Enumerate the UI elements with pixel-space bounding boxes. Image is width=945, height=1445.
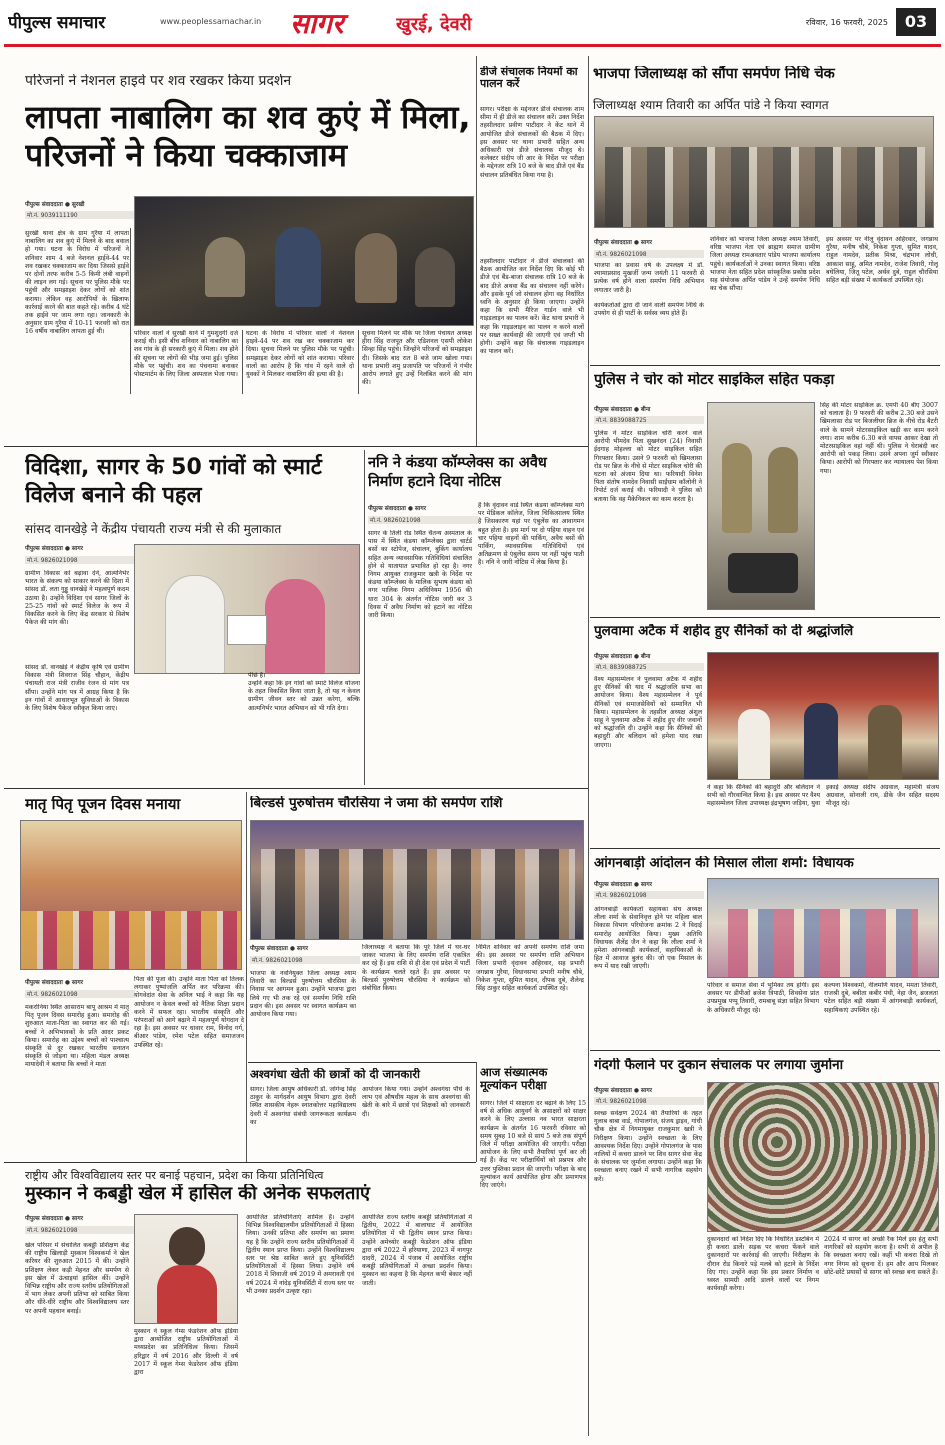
- pulwama-mobile: मो.नं. 8839088725: [594, 663, 704, 671]
- matru-body-col2: पिता की पूजा की। उन्होंने माता पिता को तिलक लगाकर पुष्पांजलि अर्पित कर परिक्रमा की। योगवेदांत सेवा के अनिल भाई ने कहा कि यह आयोजन न केवल बच्चों को नैतिक शिक्षा प्रदान करने में सफल रहा। भारतीय संस्कृति और परंपराओं को आगे बढ़ाने में महत्वपूर्ण योगदान दे रहा है। इस अवसर पर धावार राम, विनोद गर्ग, बीआर पांडेय, रमेश पटेल सहित समाजजन उपस्थित रहे।: [134, 976, 244, 1049]
- anganwadi-body-col2: परिवार व समाज सेवा में भूमिका तय होगी। इस अवसर पर डीपीओ ब्रजेश त्रिपाठी, शिवसेना प्रांत उपप्रमुख पप्पू तिवारी, रामबाबू संज्ञा सहित विभाग के अधिकारी मौजूद रहे।: [707, 982, 819, 1014]
- exam-body: सागर। जिले में साक्षरता दर बढ़ाने के लिए 15 वर्ष से अधिक आयुवर्ग के असाक्षरों को साक्षर करने के लिए उल्लास नव भारत साक्षरता कार्यक्रम के अंतर्गत 16 फरवरी रविवार को समय सुबह 10 बजे से सायं 5 बजे तक संपूर्ण जिले में परीक्षा आयोजित की जाएगी। परीक्षा आयोजन के लिए सभी तैयारियां पूर्ण कर ली गई हैं। केंद्र पर परीक्षार्थियों को प्रश्नपत्र और उत्तर पुस्तिका प्रदान की जाएगी। परीक्षा के बाद मूल्यांकन कार्य आयोजित होगा और प्रमाणपत्र दिए जाएंगे।: [480, 1100, 586, 1190]
- matru-mobile: मो.नं. 9826021098: [25, 990, 135, 998]
- agri-body-col1: सागर। जिला आयुष अधिकारी डॉ. जोगेन्द्र सिंह ठाकुर के मार्गदर्शन आयुष विभाग द्वारा देवरी स्थित शासकीय नेहरू स्नातकोत्तर महाविद्यालय देवरी में अश्वगंधा संबंधी जागरूकता कार्यक्रम का: [250, 1086, 356, 1126]
- kabaddi-kicker: राष्ट्रीय और विश्वविद्यालय स्तर पर बनाई पहचान, प्रदेश का किया प्रतिनिधित्व: [25, 1169, 324, 1182]
- builder-photo-group: [250, 820, 584, 940]
- pulwama-headline: पुलवामा अटैक में शहीद हुए सैनिकों को दी श्रद्धांजलि: [594, 624, 854, 639]
- story1-mobile: मो.नं. 9039111190: [25, 211, 135, 219]
- builder-body-col1: भाजपा के नवनियुक्त जिला अध्यक्ष श्याम तिवारी का बिल्डर्स पुरुषोत्तम चौरसिया के निवास पर आगमन हुआ। उन्होंने भाजपा द्वारा लिये गए भी तक रहे एवं समर्पण निधि राशि प्रदान की। इस अवसर पर स्वागत कार्यक्रम का आयोजन किया गया।: [250, 970, 356, 1019]
- bjp-headline: भाजपा जिलाध्यक्ष को सौंपा समर्पण निधि चेक: [593, 66, 835, 82]
- vidisha-body-col3: उन्होंने कहा कि इन गांवों को स्मार्ट विलेज योजना के तहत विकसित किया जाता है, तो यह न केवल ग्रामीण जीवन स्तर को उन्नत करेगा, बल्कि आत्मनिर्भर भारत अभियान को भी गति देगा।: [248, 680, 360, 712]
- police-mobile: मो.नं. 8839088725: [594, 416, 704, 424]
- masthead-rule: [4, 44, 941, 47]
- kandiya-byline: पीपुल्स संवाददाता ● सागर: [368, 506, 426, 512]
- kabaddi-body-col2: आयोजित प्रतियोगिताएं शामिल हैं। उन्होंने विभिन्न विश्वविद्यालयीन प्रतियोगिताओं में हिस्सा लिया। उनकी प्रतिभा और समर्पण का प्रमाण यह है कि उन्होंने राज्य स्तरीय प्रतियोगिताओं में द्वितीय स्थान प्राप्त किया। उन्होंने विश्वविद्यालय स्तर पर श्रेष्ठ साबित करते हुए यूनिवर्सिटी प्रतियोगिताओं में हिस्सा लिया। उन्होंने वर्ष 2018 में शिवाजी वर्ष 2019 में अमरावती एवं वर्ष 2024 में नांदेड़ यूनिवर्सिटी में राज्य स्तर पर भी उनका प्रदर्शन उत्कृष्ट रहा।: [246, 1214, 354, 1295]
- pulwama-body-col1: वैश्य महासम्मेलन ने पुलवामा अटैक में शहीद हुए सैनिकों की याद में श्रद्धांजलि सभा का आयोजन किया। वैश्य महासम्मेलन ने पूर्व सैनिकों एवं समाजसेवियों को सम्मानित भी किया। महासम्मेलन के तहसील अध्यक्ष अंशुल साहू ने पुलवामा अटैक में शहीद हुए वीर जवानों को श्रद्धांजलि दी। उन्होंने कहा कि सैनिकों की बहादुरी और बलिदान को हमेशा याद रखा जाएगा।: [594, 676, 702, 749]
- story1-kicker: परिजनों ने नेशनल हाइवे पर शव रखकर किया प्रदर्शन: [25, 74, 292, 89]
- masthead-subcities: खुरई, देवरी: [396, 14, 472, 35]
- anganwadi-mobile: मो.नं. 9826021098: [594, 891, 704, 899]
- bjp-body-col2: कार्यकर्ताओं द्वारा दी जाने वाली समर्पण निधि के उपयोग से ही पार्टी के सर्वस्व व्यय होते हैं।: [594, 302, 704, 318]
- fine-body-col3: 2024 में सागर को अच्छी रैंक मिले इस हेतु सभी नागरिकों को सहयोग करना है। सभी से अपील है कि स्वच्छता बनाए रखें। कहीं भी कचरा दिखे तो नगर निगम को सूचना दें। हम और आप मिलकर छोटे-छोटे प्रयासों से सागर को स्वच्छ बना सकते हैं।: [824, 1236, 938, 1276]
- builder-body-col2: जिलाध्यक्ष ने बताया कि पूरे जिले में घर-घर जाकर भाजपा के लिए समर्पण राशि एकत्रित कर रहे हैं। इस राशि से ही देश एवं प्रदेश में पार्टी के कार्यक्रम चलते रहते हैं। इस अवसर पर बिल्डर्स पुरुषोत्तम चौरसिया ने कार्यक्रम को संबोधित किया।: [362, 944, 470, 993]
- story1-body-col2: परिवार वालों ने सुरखी थाने में गुमशुदगी दर्ज कराई थी। इसी बीच शनिवार को नाबालिग का शव गांव के ही सरकारी कुएं में मिला। शव होने की सूचना पर लोगों की भीड़ जमा हुई। पुलिस मौके पर पहुंची। शव का पंचनामा बनाकर पोस्टमार्टम के लिए जिला अस्पताल भेजा गया।: [134, 330, 238, 379]
- kandiya-mobile: मो.नं. 9826021098: [368, 516, 478, 524]
- vidisha-body-col2: सांसद डॉ. वानखेड़े ने केंद्रीय कृषि एवं ग्रामीण विकास मंत्री शिवराज सिंह चौहान, केंद्रीय पंचायती राज मंत्री राजीव रंजन से मांग पत्र सौंपा। उन्होंने मांग पत्र में आग्रह किया है कि इन गांवों में आधारभूत सुविधाओं के विकास के लिए विशेष पैकेज स्वीकृत किया जाए।: [25, 664, 129, 713]
- vidisha-byline: पीपुल्स संवाददाता ● सागर: [25, 546, 83, 552]
- fine-mobile: मो.नं. 9826021098: [594, 1097, 704, 1105]
- kandiya-headline: ननि ने कंडया कॉम्प्लेक्स का अवैध निर्माण हटाने दिया नोटिस: [368, 455, 547, 490]
- matru-body-col1: मकरोनिया स्थित आसाराम बापू आश्रम में मातृ पितृ पूजन दिवस समारोह हुआ। समारोह की शुरुआत माता-पिता का स्वागत कर की गई। बच्चों ने अभिभावकों के प्रति आदर प्रकट किया। समारोह का उद्देश्य बच्चों को पाश्चात्य संस्कृति से दूर रखकर भारतीय सनातन संस्कृति से जोड़ना था। महिला मंडल अध्यक्ष मायादेवी ने बताया कि बच्चों ने माता: [25, 1004, 129, 1069]
- kabaddi-caption: मुस्कान ने स्कूल गेम्स फेडरेशन ऑफ इंडिया द्वारा आयोजित राष्ट्रीय प्रतियोगिताओं में मध्यप्रदेश का प्रतिनिधित्व किया। जिसमें हरिद्वार में वर्ष 2016 और दिल्ली में वर्ष 2017 में स्कूल गेम्स फेडरेशन ऑफ इंडिया द्वारा: [134, 1328, 238, 1377]
- masthead-city: सागर: [290, 7, 344, 40]
- dj-body-col1: सागर। परीक्षा के मद्देनजर डीजे संचालक शाम सीमा में ही डीजे का संचालन करें। उक्त निर्देश तहसीलदार प्रवीण पाटीदार ने केंट थाने में आयोजित डीजे संचालकों की बैठक में दिए। इस अवसर पर थाना प्रभारी सहित अन्य अधिकारी एवं डीजे संचालक मौजूद थे। कलेक्टर संदीप जी आर के निर्देश पर परीक्षा के मद्देनजर रात्रि 10 बजे के बाद डीजे एवं बैंड संचालन प्रतिबंधित किया गया है।: [480, 106, 584, 179]
- bjp-subhead: जिलाध्यक्ष श्याम तिवारी का अर्पित पांडे ने किया स्वागत: [593, 98, 829, 112]
- fine-body-col1: स्वच्छ सर्वेक्षण 2024 की तैयारियों के तहत गुलाब बाबा वार्ड, गोपालगंज, संजय ड्राइव, गांधी चौक क्षेत्र में निगमायुक्त राजकुमार खत्री ने निरीक्षण किया। उन्होंने स्वच्छता के लिए आवश्यक निर्देश दिए। उन्होंने गोपालगंज के पास नालियों में कचरा डालने पर शिव सागर सेवा केंद्र के संचालक पर जुर्माना लगाया। उन्होंने कहा कि स्वच्छता बनाए रखने में सभी नागरिक सहयोग करें।: [594, 1110, 702, 1183]
- vidisha-mobile: मो.नं. 9826021098: [25, 556, 135, 564]
- kabaddi-body-col3: आयोजित राज्य स्तरीय कबड्डी प्रतियोगिताओं में द्वितीय, 2022 में बालाघाट में आयोजित प्रतियोगिता में भी द्वितीय स्थान प्राप्त किया। उन्होंने अमेच्योर कबड्डी फेडरेशन ऑफ इंडिया द्वारा वर्ष 2022 में हरियाणा, 2023 में नागपुर दादरी, 2024 में पंजाब में आयोजित राष्ट्रीय कबड्डी प्रतियोगिताओं में अच्छा प्रदर्शन किया। मुस्कान का कहना है कि मेहनत कभी बेकार नहीं जाती।: [362, 1214, 472, 1287]
- fine-headline: गंदगी फैलाने पर दुकान संचालक पर लगाया जुर्माना: [594, 1058, 844, 1073]
- agri-body-col2: आयोजन किया गया। उन्होंने अश्वगंधा पौधे के लाभ एवं औषधीय महत्व के साथ अश्वगंधा की खेती के बारे में छात्रों एवं शिक्षकों को जानकारी दी।: [362, 1086, 470, 1118]
- pulwama-photo-ceremony: [707, 652, 939, 780]
- anganwadi-byline: पीपुल्स संवाददाता ● सागर: [594, 882, 652, 888]
- kabaddi-byline: पीपुल्स संवाददाता ● सागर: [25, 1216, 83, 1222]
- builder-body-col3: निमित शनिवार को अपनी समर्पण राशि जमा की। इस अवसर पर समर्पण राशि अभियान जिला प्रभारी वृंदावन अहिरवार, सह प्रभारी जगन्नाथ गुरैया, विधानसभा प्रभारी मनीष चौबे, निकेश गुप्ता, सुमित यादव, दीपक दुबे, शैलेन्द्र सिंह ठाकुर सहित कार्यकर्ता उपस्थित रहे।: [476, 944, 584, 993]
- story1-byline: पीपुल्स संवाददाता ● सुरखी: [25, 202, 85, 208]
- bjp-body-col4: इस अवसर पर नीलू वृंदावन अहिरवार, जगन्नाथ गुरैया, मनीष चौबे, निकेश गुप्ता, सुमित यादव, राहुल नामदेव, प्रतीक मिश्रा, चंद्रभान लोधी, आकाश साहू, अमित नामदेव, राजेश तिवारी, गोलू बघेलिया, जितू पटेल, अर्थव दुबे, राहुल चौरसिया सहित बड़ी संख्या में कार्यकर्ता उपस्थित रहे।: [826, 236, 938, 285]
- bjp-body-col3: शनिवार को भाजपा जिला अध्यक्ष श्याम तिवारी, वरिष्ठ भाजपा नेता एवं ब्राह्मण समाज ग्रामीण जिला अध्यक्ष रामअवतार पांडेय भाजपा कार्यालय पहुंचे। कार्यकर्ताओं ने उनका स्वागत किया। वरिष्ठ भाजपा नेता सहित प्रदेश सांस्कृतिक प्रकोष्ठ प्रदेश सह संयोजक अर्पित पांडेय ने उन्हें समर्पण निधि का चेक सौंपा।: [710, 236, 820, 293]
- fine-byline: पीपुल्स संवाददाता ● सागर: [594, 1088, 652, 1094]
- vidisha-headline: विदिशा, सागर के 50 गांवों को स्मार्ट विलेज बनाने की पहल: [25, 455, 322, 508]
- kabaddi-mobile: मो.नं. 9826021098: [25, 1226, 135, 1234]
- kandiya-body-col2: है कि वृंदावन वार्ड स्थित कंडया कॉम्प्लेक्स मार्ग पर मेडिकल कॉलेज, जिला चिकित्सालय स्थित है जिसकारण यहां पर एंबुलेंस का आवागमन बहुत होता है। इस मार्ग पर दो पहिया वाहन एवं चार पहिया वाहनों की पार्किंग, अवैध बसों की पार्किंग, व्यावसायिक गतिविधियों एवं अतिक्रमण से एंबुलेंस समय पर नहीं पहुंच पाती है। ननि ने जारी नोटिस में लेख किया है।: [478, 502, 584, 567]
- vidisha-subhead: सांसद वानखेड़े ने केंद्रीय पंचायती राज्य मंत्री से की मुलाकात: [25, 522, 282, 536]
- bjp-byline: पीपुल्स संवाददाता ● सागर: [594, 240, 652, 246]
- story1-photo-protest: [134, 196, 474, 326]
- matru-headline: मातृ पितृ पूजन दिवस मनाया: [25, 796, 181, 813]
- kandiya-body-col1: सागर के तिली रोड स्थित चैतन्य अस्पताल के पास में स्थित कंडया कॉम्प्लेक्स द्वारा चार्टर्ड बसों का स्टोपेज, संचालन, बुकिंग कार्यालय सहित अन्य व्यावसायिक गतिविधियां संचालित होने से यातायात प्रभावित हो रहा है। नगर निगम आयुक्त राजकुमार खत्री के निर्देश पर कंडया कॉम्प्लेक्स के मालिक सुभाष कंडया को नगर पालिक निगम अधिनियम 1956 की धारा 304 के अंतर्गत नोटिस जारी कर 3 दिवस में अवैध निर्माण को हटाने का नोटिस जारी किया।: [368, 530, 472, 620]
- story1-headline: लापता नाबालिग का शव कुएं में मिला, परिजनों ने किया चक्काजाम: [25, 98, 471, 174]
- story1-body-col1: सुरखी थाना क्षेत्र के ग्राम गुरैया में लापता नाबालिग का शव कुएं में मिलने के बाद बवाल हो गया। घटना के विरोध में परिजनों ने शनिवार शाम 4 बजे नेशनल हाईवे-44 पर शव रखकर चक्काजाम कर दिया जिससे हाईवे पर दोनों तरफ करीब 5-5 किमी लंबी वाहनों की लाइन लग गई। सूचना पर पुलिस मौके पर पहुंची और समझाइश देकर लोगों को शांत कराया। लेकिन वह आरोपियों के खिलाफ कार्रवाई करने की बात कहते रहे। करीब 4 घंटे तक हाईवे पर जाम लगा रहा। जानकारी के अनुसार ग्राम गुरैया में 10-11 फरवरी को रात 16 वर्षीय नाबालिग लापता हुई थी।: [25, 230, 129, 336]
- dj-headline: डीजे संचालक नियमों का पालन करें: [480, 66, 578, 91]
- vidisha-photo-meeting: [134, 544, 360, 674]
- police-body-col1: पुलिस ने मोटर साइकिल चोरी करने वाले आरोपी भीमदेव पिता सुखनंदन (24) निवासी ईदगाह मोहल्ला को मोटर साइकिल सहित गिरफ्तार किया। उसने 9 फरवरी को खिमलासा रोड पर ब्रिज के नीचे से मोटर साइकिल चोरी की घटना को अंजाम दिया था। फरियादी विनेश पिता संतोष नामदेव निवासी साईंधाम कॉलोनी ने रिपोर्ट दर्ज कराई थी। फरियादी ने पुलिस को बताया कि वह मैकेनिकल का काम करता है।: [594, 430, 702, 503]
- dj-body-col2: तहसीलदार पाटीदार ने डीजे संचालकों की बैठक आयोजित कर निर्देश दिए कि कोई भी डीजे एवं बैंड-बाजा संचालक रात्रि 10 बजे के बाद डीजे अथवा बैंड का संचालन नहीं करेंगे। और इसके पूर्व जो संचालन होगा वह निर्धारित ध्वनि के अनुसार ही किया जाएगा। उन्होंने कहा कि सभी मैरिज गार्डन वाले भी गाइडलाइन का पालन करें। केंट थाना प्रभारी ने कहा कि गाइडलाइन का पालन न करने वालों पर सख्त कार्यवाही की जाएगी एवं जप्ती भी होगी। उन्होंने कहा कि संचालक गाइडलाइन का पालन करें।: [480, 258, 584, 356]
- bjp-photo-group: [594, 116, 934, 228]
- masthead-website: www.peoplessamachar.in: [160, 17, 262, 26]
- builder-mobile: मो.नं. 9826021098: [250, 956, 360, 964]
- vidisha-body-col1: ग्रामीण विकास को बढ़ावा देने, आत्मनिर्भर भारत के संकल्प को साकार करने की दिशा में सांसद डॉ. लता गुड्डू वानखेड़े ने महत्वपूर्ण कदम उठाया है। उन्होंने विदिशा एवं सागर जिलों के 25-25 गांवों को स्मार्ट विलेज के रूप में विकसित करने के लिए केंद्र सरकार से विशेष पैकेज की मांग की।: [25, 570, 129, 627]
- story1-body-col3: घटना के विरोध में परिवार वालों ने नेशनल हाइवे-44 पर शव रख कर चक्काजाम कर दिया। सूचना मिलने पर पुलिस मौके पर पहुंची। समझाइश देकर लोगों को शांत कराया। परिवार वालों का आरोप है कि गांव में रहने वाले दो युवकों ने मिलकर नाबालिग की हत्या की है।: [246, 330, 354, 379]
- kabaddi-headline: मुस्कान ने कबड्डी खेल में हासिल की अनेक सफलताएं: [25, 1184, 371, 1204]
- anganwadi-body-col1: आंगनबाड़ी कार्यकर्ता सहायका संघ अध्यक्ष लीला शर्मा के सेवानिवृत्त होने पर महिला बाल विकास विभाग परियोजना क्रमांक 2 ने विदाई समारोह आयोजित किया। मुख्य अतिथि विधायक शैलेंद्र जैन ने कहा कि लीला शर्मा ने हमेशा आंगनबाड़ी कार्यकर्ता, सहायिकाओं के हित में आवाज बुलंद की। जो एक मिसाल के रूप में याद रखी जाएगी।: [594, 906, 702, 971]
- pulwama-byline: पीपुल्स संवाददाता ● बीना: [594, 654, 651, 660]
- matru-byline: पीपुल्स संवाददाता ● सागर: [25, 980, 83, 986]
- police-body-col2: सिंह की मोटर साइकिल क्र. एमपी 40 बीए 3007 को चलाता है। 9 फरवरी की करीब 2.30 बजे उसने खिमलासा रोड पर बिजलीघर ब्रिज के नीचे रोड बैटरी वाले के सामने मोटरसाइकिल खड़ी कर काम करने लगा। शाम करीब 6.30 बजे वापस आकर देखा तो मोटरसाइकिल वहां नहीं थी। पुलिस ने घेराबंदी कर आरोपी को पकड़ लिया। उसने अपना जुर्म स्वीकार किया। आरोपी को गिरफ्तार कर न्यायालय पेश किया गया।: [820, 402, 938, 475]
- masthead-logo: पीपुल्स समाचार: [8, 13, 106, 33]
- masthead-page-number: 03: [896, 8, 936, 36]
- kabaddi-body-col1: खेल परिसर में संचालित कबड्डी प्रशिक्षण केंद्र की राष्ट्रीय खिलाड़ी मुस्कान विश्वकर्मा ने खेल करियर की शुरुआत 2015 में की। उन्होंने प्रशिक्षण लेकर कड़ी मेहनत और समर्पण से इस खेल में ऊंचाइयां हासिल कीं। उन्होंने विभिन्न राष्ट्रीय और राज्य स्तरीय प्रतियोगिताओं में भाग लेकर अपनी प्रतिभा को साबित किया और धीरे-धीरे राष्ट्रीय और विश्वविद्यालय स्तर पर अपनी पहचान बनाई।: [25, 1242, 129, 1315]
- fine-body-col2: दुकानदारों को निर्देश दिए कि निर्धारित डस्टबिन में ही कचरा डालें। सड़क पर कचरा फेंकने वाले दुकानदारों पर कार्रवाई की जाएगी। निरीक्षण के दौरान रोड किनारे पड़े मलबे को हटाने के निर्देश दिए गए। उन्होंने कहा कि इस प्रकार निर्माण व ध्वस्त सामग्री आदि डालने वालों पर निगम कार्यवाही करेगा।: [707, 1236, 819, 1293]
- matru-photo-ceremony: [20, 820, 242, 970]
- masthead: [0, 0, 945, 42]
- fine-photo-garbage: [707, 1082, 939, 1232]
- anganwadi-photo-event: [707, 878, 939, 978]
- masthead-date: रविवार, 16 फरवरी, 2025: [805, 18, 888, 27]
- agri-headline: अश्वगंधा खेती की छात्रों को दी जानकारी: [250, 1068, 421, 1081]
- anganwadi-headline: आंगनबाड़ी आंदोलन की मिसाल लीला शर्मा: विधायक: [594, 856, 854, 871]
- bjp-body-col1: भाजपा का प्रवास वर्ष के उपलक्ष्य में डॉ. श्यामाप्रसाद मुखर्जी जन्म जयंती 11 फरवरी से प्रत्येक वर्ष होने वाला समर्पण निधि अभियान लगातार जारी है।: [594, 262, 704, 294]
- kabaddi-photo-athlete: [134, 1214, 238, 1324]
- anganwadi-body-col3: कल्पना विश्वकर्मा, नीलमणि यादव, ममता तिवारी, राजश्री दुबे, बबीता कबीर पंथी, नेहा जैन, ब्रजलता पटेल सहित बड़ी संख्या में आंगनबाड़ी कार्यकर्ता, सहायिकाएं उपस्थित रहे।: [824, 982, 938, 1014]
- police-byline: पीपुल्स संवाददाता ● बीना: [594, 407, 651, 413]
- bjp-mobile: मो.नं. 9826021098: [594, 250, 704, 258]
- builder-byline: पीपुल्स संवाददाता ● सागर: [250, 946, 308, 952]
- builder-headline: बिल्डर्स पुरुषोत्तम चौरसिया ने जमा की समर्पण राशि: [250, 796, 503, 811]
- story1-body-col4: सूचना मिलने पर मौके पर जिला पंचायत अध्यक्ष हीरा सिंह राजपूत और एडिशनल एसपी लोकेश सिन्हा सिंह पहुंचे। जिन्होंने परिजनों को समझाइश दी। जिसके बाद रात 8 बजे जाम खोला गया। थाना प्रभारी शमु प्रजापति पर परिजनों ने गंभीर आरोप लगाते हुए उन्हें निलंबित करने की मांग की।: [362, 330, 472, 387]
- vidisha-caption: पीछे है।: [248, 672, 266, 679]
- exam-headline: आज संख्यात्मक मूल्यांकन परीक्षा: [480, 1066, 548, 1092]
- police-photo-accused: [707, 402, 815, 610]
- pulwama-body-col2: ने कहा कि सैनिकों की बहादुरी और बलिदान ने सभी को गौरवान्वित किया है। इस अवसर पर वैश्य महासम्मेलन जिला उपाध्यक्ष इंद्रभूषण जड़िया, युवा इकाई अध्यक्ष संदीप अग्रवाल, महामंत्री संजय अग्रवाल, सोनाली राय, डीके जैन सहित सदस्य मौजूद रहे।: [707, 784, 939, 808]
- police-headline: पुलिस ने चोर को मोटर साइकिल सहित पकड़ा: [594, 372, 835, 388]
